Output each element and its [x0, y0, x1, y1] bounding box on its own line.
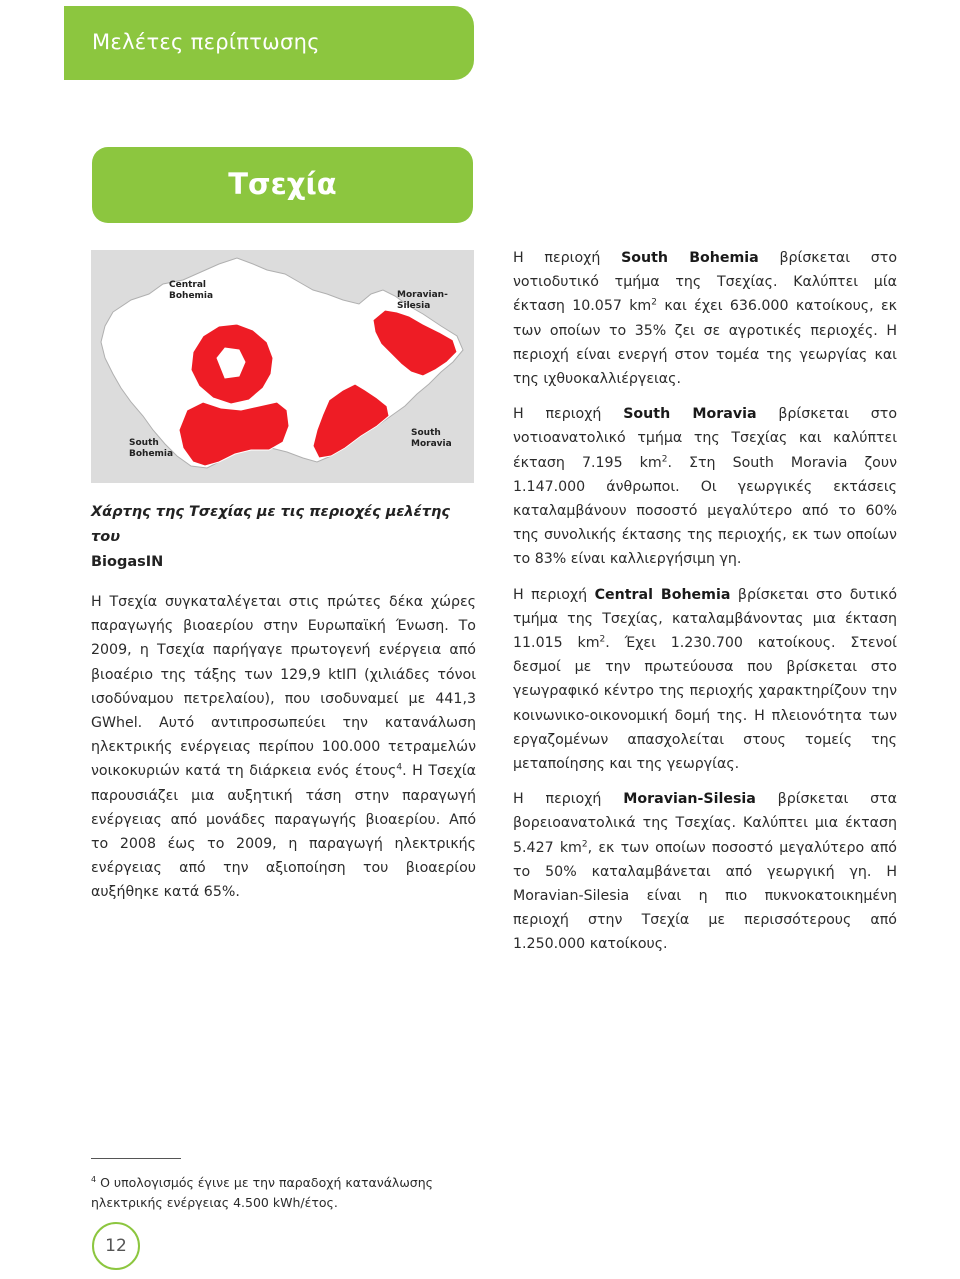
page-number: 12 [92, 1222, 140, 1270]
sm-pre: Η περιοχή [513, 406, 624, 423]
section-title: Μελέτες περίπτωσης [92, 30, 320, 54]
footnote-ref[interactable]: 4 [396, 762, 403, 773]
section-banner [64, 6, 474, 80]
paragraph-moravian-silesia [513, 787, 897, 956]
paragraph-central-bohemia [513, 583, 897, 777]
map-caption [91, 500, 476, 575]
ms-sup: 2 [581, 838, 588, 849]
sb-text-a: βρίσκεται στο νοτιοδυτικό τμήμα της Τσεχίας. Καλύπτει μία έκταση 10.057 km [513, 250, 898, 315]
left-column [91, 590, 476, 916]
ms-pre: Η περιοχή [513, 791, 624, 808]
footnote [91, 1170, 476, 1213]
caption-project: BiogasIN [91, 554, 164, 570]
sm-name: South Moravia [623, 406, 757, 423]
footnote-divider [91, 1158, 181, 1159]
sm-text-a: βρίσκεται στο νοτιοανατολικό τμήμα της Τσεχίας και καλύπτει έκταση 7.195 km [513, 406, 897, 471]
ms-name: Moravian-Silesia [623, 791, 756, 808]
cb-text-b: . Έχει 1.230.700 κατοίκους. Στενοί δεσμοί με την πρωτεύουσα που βρίσκεται στο γεωγραφικό κέντρο της περιοχής χαρακτηρίζουν την κοινωνικο-οικονομική δομή της. Η πλειονότητα των εργαζομένων απασχολείται στους τομείς της μεταποίησης και της γεωργίας. [513, 635, 897, 773]
intro-text-b: . Η Τσεχία παρουσιάζει μια αυξητική τάση στην παραγωγή ενέργειας από μονάδες παραγωγής βιοαερίου. Από το 2008 έως το 2009, η παραγωγή ηλεκτρικής ενέργειας από την αξιοποίηση του βιοαερίου αυξήθηκε κατά 65%. [91, 763, 477, 901]
sb-pre: Η περιοχή [513, 250, 622, 266]
intro-text-a: Η Τσεχία συγκαταλέγεται στις πρώτες δέκα χώρες παραγωγής βιοαερίου στην Ευρωπαϊκή Ένωση. Το 2009, η Τσεχία παρήγαγε πρωτογενή ενέργεια από βιοαέριο της τάξης των 129,9 ktΙΠ (χιλιάδες τόνοι ισοδύναμου πετρελαίου), που ισοδυναμεί με 441,3 GWhel. Αυτό αντιπροσωπεύει την κατανάλωση ηλεκτρικής ενέργειας περίπου 100.000 τετραμελών νοικοκυριών κατά τη διάρκεια ενός έτους [91, 594, 476, 780]
caption-text: Χάρτης της Τσεχίας με τις περιοχές μελέτης του [91, 504, 450, 545]
map-label-central-bohemia: Central Bohemia [169, 280, 214, 301]
map-label-south-bohemia: South Bohemia [129, 438, 174, 459]
cb-text-a: βρίσκεται στο δυτικό τμήμα της Τσεχίας, καταλαμβάνοντας μια έκταση 11.015 km [513, 586, 898, 652]
sm-sup: 2 [661, 453, 668, 464]
cb-pre: Η περιοχή [513, 586, 595, 603]
ms-text-a: βρίσκεται στα βορειοανατολικά της Τσεχίας. Καλύπτει μια έκταση 5.427 km [513, 791, 897, 856]
map-label-moravian-silesia: Moravian- Silesia [397, 290, 448, 311]
footnote-text: Ο υπολογισμός έγινε με την παραδοχή κατανάλωσης ηλεκτρικής ενέργειας 4.500 kWh/έτος. [91, 1175, 433, 1211]
ms-text-b: , εκ των οποίων ποσοστό μεγαλύτερο από το 50% καταλαμβάνεται από γεωργική γη. Η Moravian-Silesia είναι η πιο πυκνοκατοικημένη περιοχή στην Τσεχία με περισσότερους από 1.250.000 κατοίκους. [513, 839, 897, 953]
cb-name: Central Bohemia [594, 586, 731, 603]
sb-sup: 2 [651, 297, 657, 308]
intro-paragraph [91, 590, 476, 905]
country-banner [92, 147, 473, 223]
map-label-south-moravia: South Moravia [411, 428, 452, 449]
sb-name: South Bohemia [621, 250, 759, 266]
paragraph-south-moravia [513, 402, 897, 571]
czech-map [91, 250, 474, 483]
sm-text-b: . Στη South Moravia ζουν 1.147.000 άνθρωποι. Οι γεωργικές εκτάσεις καταλαμβάνουν ποσοστό μεγαλύτερο από το 60% της συνολικής έκτασης της περιοχής, εκ των οποίων το 83% είναι καλλιεργήσιμη γη. [513, 454, 897, 568]
footnote-number: 4 [91, 1175, 97, 1184]
sb-text-b: και έχει 636.000 κατοίκους, εκ των οποίων το 35% ζει σε αγροτικές περιοχές. Η περιοχή είναι ενεργή στον τομέα της γεωργίας και της ιχθυοκαλλιέργειας. [513, 298, 897, 388]
right-column [513, 246, 897, 968]
country-title: Τσεχία [228, 167, 337, 201]
paragraph-south-bohemia [513, 246, 897, 391]
region-south-bohemia [179, 402, 289, 466]
cb-sup: 2 [599, 634, 606, 645]
